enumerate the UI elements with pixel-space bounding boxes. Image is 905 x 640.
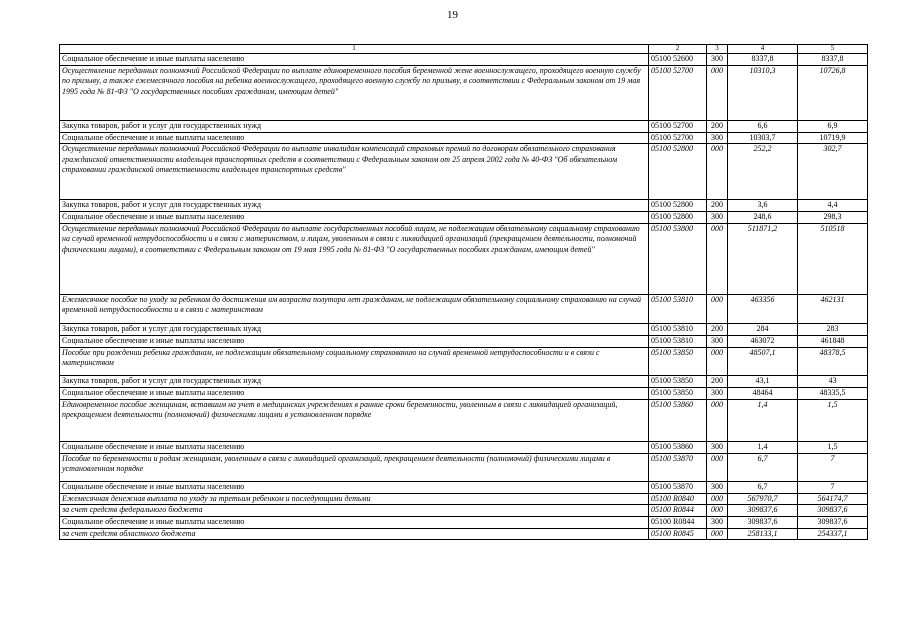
cell-value-year1: 248,6 <box>728 212 798 224</box>
cell-value-year1: 252,2 <box>728 144 798 200</box>
cell-value-year2: 254337,1 <box>798 528 868 540</box>
cell-kvr: 200 <box>707 375 728 387</box>
cell-name: Осуществление переданных полномочий Российской Федерации по выплате единовременного пособия беременной жене военнослужащего, проходящего военную службу по призыву, а также ежемесячного пособия на ребенка военнослужащего, проходящего военную службу по призыву, в соответствии с Федеральным законом от 19 мая 1995 года № 81-ФЗ "О государственных пособиях гражданам, имеющим детей" <box>60 65 649 120</box>
table-row <box>60 441 868 453</box>
cell-code: 05100 53860 <box>649 441 707 453</box>
cell-value-year1: 284 <box>728 323 798 335</box>
cell-value-year2: 510518 <box>798 223 868 294</box>
budget-table <box>59 44 868 540</box>
cell-value-year2: 48378,5 <box>798 347 868 375</box>
cell-value-year2: 309837,6 <box>798 505 868 517</box>
cell-kvr: 000 <box>707 453 728 481</box>
cell-name: Ежемесячная денежная выплата по уходу за третьим ребенком и последующими детьми <box>60 493 649 505</box>
cell-name: Социальное обеспечение и иные выплаты населению <box>60 516 649 528</box>
cell-kvr: 300 <box>707 54 728 66</box>
table-row <box>60 200 868 212</box>
cell-code: 05100 52800 <box>649 200 707 212</box>
cell-kvr: 000 <box>707 493 728 505</box>
cell-value-year2: 1,5 <box>798 399 868 441</box>
table-row <box>60 335 868 347</box>
cell-code: 05100 53850 <box>649 375 707 387</box>
cell-value-year2: 462131 <box>798 294 868 323</box>
cell-value-year2: 302,7 <box>798 144 868 200</box>
cell-name: Социальное обеспечение и иные выплаты населению <box>60 54 649 66</box>
cell-name: Ежемесячное пособие по уходу за ребенком до достижения им возраста полутора лет гражданам, не подлежащим обязательному социальному страхованию на случай временной нетрудоспособности и в связи с материнством <box>60 294 649 323</box>
cell-code: 05100 52700 <box>649 65 707 120</box>
column-header-year1: 4 <box>728 45 798 54</box>
cell-value-year1: 258133,1 <box>728 528 798 540</box>
table-row <box>60 453 868 481</box>
table-row <box>60 212 868 224</box>
table-row <box>60 528 868 540</box>
cell-kvr: 000 <box>707 65 728 120</box>
cell-kvr: 200 <box>707 120 728 132</box>
table-row <box>60 347 868 375</box>
cell-name: Пособие при рождении ребенка гражданам, не подлежащим обязательному социальному страхованию на случай временной нетрудоспособности и в связи с материнством <box>60 347 649 375</box>
cell-name: Единовременное пособие женщинам, вставшим на учет в медицинских учреждениях в ранние сроки беременности, уволенным в связи с ликвидацией организаций, прекращением деятельности (полномочий) физическими лицами в установленном порядке <box>60 399 649 441</box>
cell-value-year2: 8337,8 <box>798 54 868 66</box>
cell-code: 05100 53810 <box>649 335 707 347</box>
cell-name: Пособие по беременности и родам женщинам, уволенным в связи с ликвидацией организаций, прекращением деятельности (полномочий) физическими лицами в установленном порядке <box>60 453 649 481</box>
cell-value-year1: 309837,6 <box>728 505 798 517</box>
cell-value-year1: 48464 <box>728 387 798 399</box>
cell-kvr: 300 <box>707 212 728 224</box>
cell-code: 05100 R0844 <box>649 505 707 517</box>
cell-kvr: 000 <box>707 144 728 200</box>
cell-kvr: 300 <box>707 481 728 493</box>
cell-value-year2: 283 <box>798 323 868 335</box>
cell-value-year1: 1,4 <box>728 399 798 441</box>
cell-value-year2: 6,9 <box>798 120 868 132</box>
cell-value-year1: 567970,7 <box>728 493 798 505</box>
cell-value-year2: 4,4 <box>798 200 868 212</box>
table-row <box>60 516 868 528</box>
cell-kvr: 300 <box>707 132 728 144</box>
cell-kvr: 000 <box>707 399 728 441</box>
table-row <box>60 223 868 294</box>
cell-name: Закупка товаров, работ и услуг для государственных нужд <box>60 323 649 335</box>
cell-kvr: 200 <box>707 323 728 335</box>
table-row <box>60 399 868 441</box>
table-row <box>60 387 868 399</box>
cell-name: Осуществление переданных полномочий Российской Федерации по выплате инвалидам компенсаций страховых премий по договорам обязательного страхования гражданской ответственности владельцев транспортных средств в соответствии с Федеральным законом от 25 апреля 2002 года № 40-ФЗ "Об обязательном страховании гражданской ответственности владельцев транспортных средств" <box>60 144 649 200</box>
cell-name: Социальное обеспечение и иные выплаты населению <box>60 212 649 224</box>
cell-kvr: 000 <box>707 505 728 517</box>
cell-value-year1: 10303,7 <box>728 132 798 144</box>
table-row <box>60 144 868 200</box>
cell-kvr: 300 <box>707 516 728 528</box>
cell-name: Закупка товаров, работ и услуг для государственных нужд <box>60 120 649 132</box>
table-row <box>60 481 868 493</box>
cell-value-year1: 511871,2 <box>728 223 798 294</box>
cell-code: 05100 R0844 <box>649 516 707 528</box>
cell-value-year1: 6,6 <box>728 120 798 132</box>
cell-code: 05100 53810 <box>649 323 707 335</box>
cell-value-year2: 7 <box>798 481 868 493</box>
cell-value-year1: 3,6 <box>728 200 798 212</box>
table-row <box>60 505 868 517</box>
cell-kvr: 000 <box>707 294 728 323</box>
cell-code: 05100 53810 <box>649 294 707 323</box>
cell-value-year2: 461848 <box>798 335 868 347</box>
cell-kvr: 300 <box>707 441 728 453</box>
cell-code: 05100 53850 <box>649 347 707 375</box>
cell-name: Социальное обеспечение и иные выплаты населению <box>60 387 649 399</box>
cell-kvr: 300 <box>707 387 728 399</box>
cell-code: 05100 52700 <box>649 132 707 144</box>
cell-code: 05100 53850 <box>649 387 707 399</box>
cell-code: 05100 52800 <box>649 212 707 224</box>
cell-value-year1: 6,7 <box>728 453 798 481</box>
cell-value-year2: 309837,6 <box>798 516 868 528</box>
cell-name: за счет средств федерального бюджета <box>60 505 649 517</box>
cell-value-year2: 10726,8 <box>798 65 868 120</box>
cell-kvr: 300 <box>707 335 728 347</box>
column-header-code: 2 <box>649 45 707 54</box>
cell-kvr: 000 <box>707 528 728 540</box>
cell-name: Социальное обеспечение и иные выплаты населению <box>60 132 649 144</box>
cell-code: 05100 52800 <box>649 144 707 200</box>
cell-name: Социальное обеспечение и иные выплаты населению <box>60 441 649 453</box>
cell-value-year2: 10719,9 <box>798 132 868 144</box>
column-header-year2: 5 <box>798 45 868 54</box>
cell-code: 05100 53870 <box>649 481 707 493</box>
table-row <box>60 132 868 144</box>
cell-value-year1: 463356 <box>728 294 798 323</box>
cell-value-year2: 564174,7 <box>798 493 868 505</box>
cell-name: за счет средств областного бюджета <box>60 528 649 540</box>
cell-name: Закупка товаров, работ и услуг для государственных нужд <box>60 200 649 212</box>
column-header-kvr: 3 <box>707 45 728 54</box>
cell-value-year2: 7 <box>798 453 868 481</box>
cell-value-year1: 43,1 <box>728 375 798 387</box>
cell-name: Закупка товаров, работ и услуг для государственных нужд <box>60 375 649 387</box>
cell-code: 05100 52700 <box>649 120 707 132</box>
cell-value-year1: 10310,3 <box>728 65 798 120</box>
cell-code: 05100 53800 <box>649 223 707 294</box>
table-row <box>60 65 868 120</box>
cell-value-year2: 1,5 <box>798 441 868 453</box>
cell-value-year1: 6,7 <box>728 481 798 493</box>
table-row <box>60 323 868 335</box>
cell-kvr: 200 <box>707 200 728 212</box>
cell-value-year1: 463072 <box>728 335 798 347</box>
cell-name: Осуществление переданных полномочий Российской Федерации по выплате государственных пособий лицам, не подлежащим обязательному социальному страхованию на случай временной нетрудоспособности и в связи с материнством, и лицам, уволенным в связи с ликвидацией организаций (прекращением деятельности, полномочий физическими лицами), в соответствии с Федеральным законом от 19 мая 1995 года № 81-ФЗ "О государственных пособиях гражданам, имеющим детей" <box>60 223 649 294</box>
cell-code: 05100 52600 <box>649 54 707 66</box>
cell-kvr: 000 <box>707 347 728 375</box>
table-row <box>60 54 868 66</box>
cell-value-year2: 298,3 <box>798 212 868 224</box>
cell-value-year1: 309837,6 <box>728 516 798 528</box>
cell-value-year2: 48335,5 <box>798 387 868 399</box>
page-number: 19 <box>447 9 458 21</box>
cell-code: 05100 53860 <box>649 399 707 441</box>
cell-code: 05100 R0845 <box>649 528 707 540</box>
cell-kvr: 000 <box>707 223 728 294</box>
cell-name: Социальное обеспечение и иные выплаты населению <box>60 481 649 493</box>
cell-code: 05100 R0840 <box>649 493 707 505</box>
cell-name: Социальное обеспечение и иные выплаты населению <box>60 335 649 347</box>
cell-value-year1: 8337,8 <box>728 54 798 66</box>
table-row <box>60 493 868 505</box>
table-body <box>60 54 868 540</box>
cell-value-year1: 1,4 <box>728 441 798 453</box>
table-row <box>60 375 868 387</box>
cell-value-year2: 43 <box>798 375 868 387</box>
column-number-row <box>60 45 868 54</box>
table-row <box>60 294 868 323</box>
cell-value-year1: 48507,1 <box>728 347 798 375</box>
table-row <box>60 120 868 132</box>
column-header-name: 1 <box>60 45 649 54</box>
cell-code: 05100 53870 <box>649 453 707 481</box>
